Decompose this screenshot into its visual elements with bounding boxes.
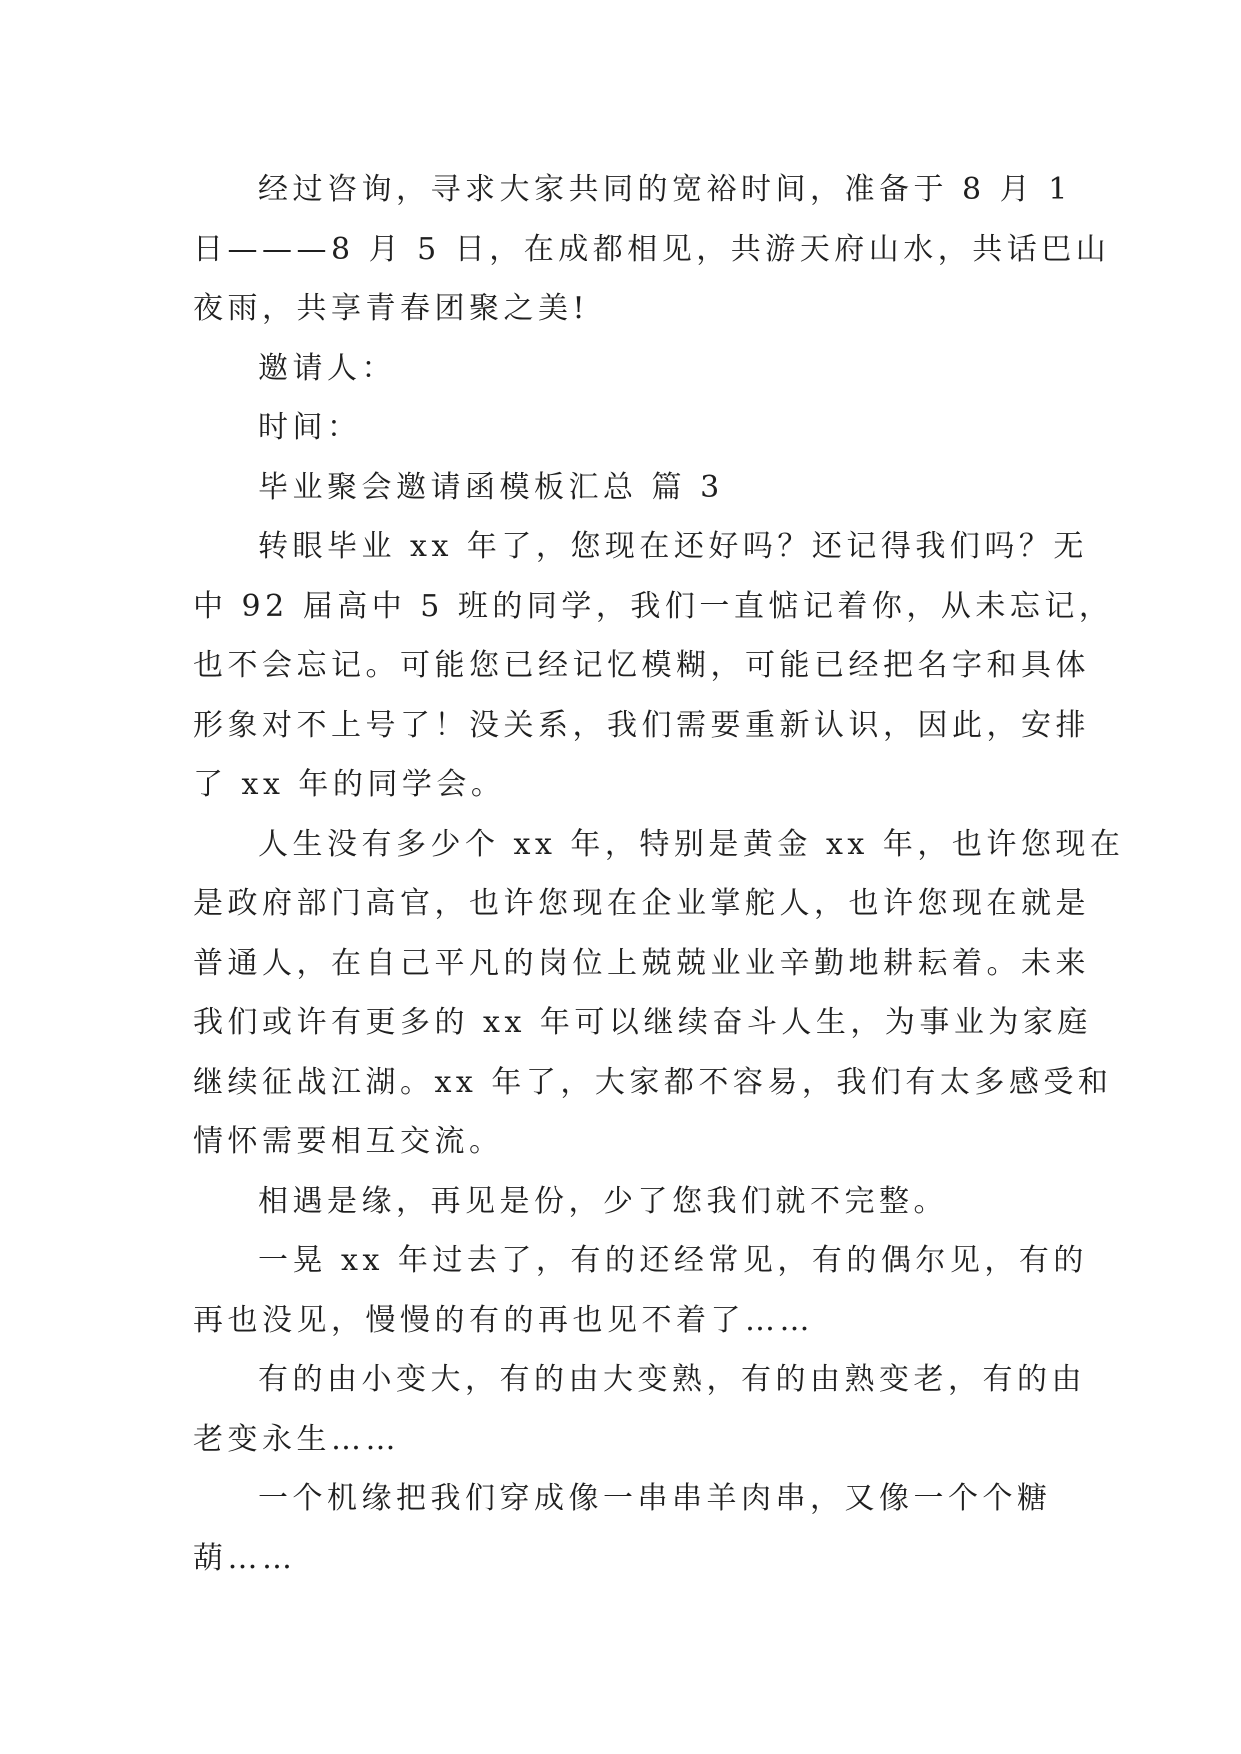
text-line: 我们或许有更多的 xx 年可以继续奋斗人生，为事业为家庭 (193, 1005, 1092, 1040)
text-line: 日———8 月 5 日，在成都相见，共游天府山水，共话巴山 (193, 231, 1111, 267)
text-line: 了 xx 年的同学会。 (193, 767, 506, 802)
paragraph-fate (193, 1172, 1053, 1232)
text-line: 是政府部门高官，也许您现在企业掌舵人，也许您现在就是 (193, 886, 1090, 921)
inviter-label: 邀请人： (258, 350, 396, 386)
text-line: 再也没见，慢慢的有的再也见不着了…… (193, 1302, 814, 1338)
text-line: 有的由小变大，有的由大变熟，有的由熟变老，有的由 (258, 1362, 1086, 1397)
paragraph-greeting (193, 517, 1114, 815)
paragraph-years-passed (193, 1231, 1088, 1350)
text-line: 形象对不上号了！没关系，我们需要重新认识，因此，安排 (193, 707, 1090, 743)
text-line: 相遇是缘，再见是份，少了您我们就不完整。 (258, 1183, 948, 1219)
section-heading: 毕业聚会邀请函模板汇总 篇 3 (258, 469, 724, 505)
text-line: 一个机缘把我们穿成像一串串羊肉串，又像一个个糖 (258, 1481, 1052, 1516)
text-line: 老变永生…… (193, 1421, 400, 1457)
text-line: 夜雨，共享青春团聚之美! (193, 291, 590, 326)
paragraph-schedule (193, 160, 1111, 339)
text-line: 继续征战江湖。xx 年了，大家都不容易，我们有太多感受和 (193, 1064, 1113, 1100)
text-line: 也不会忘记。可能您已经记忆模糊，可能已经把名字和具体 (193, 648, 1090, 683)
text-line: 情怀需要相互交流。 (193, 1124, 504, 1159)
text-line: 一晃 xx 年过去了，有的还经常见，有的偶尔见，有的 (258, 1243, 1088, 1278)
text-line: 人生没有多少个 xx 年，特别是黄金 xx 年，也许您现在 (258, 826, 1125, 862)
document-body (193, 160, 1125, 1588)
text-line: 普通人，在自己平凡的岗位上兢兢业业辛勤地耕耘着。未来 (193, 945, 1090, 981)
text-line: 经过咨询，寻求大家共同的宽裕时间，准备于 8 月 1 (258, 172, 1072, 207)
paragraph-bond (193, 1469, 1053, 1588)
text-line: 转眼毕业 xx 年了，您现在还好吗？还记得我们吗？无 (258, 529, 1088, 564)
text-line: 中 92 届高中 5 班的同学，我们一直惦记着你，从未忘记， (193, 588, 1114, 624)
paragraph-changes (193, 1350, 1086, 1469)
time-label: 时间： (258, 410, 362, 445)
paragraph-life (193, 815, 1125, 1172)
text-line: 葫…… (193, 1540, 297, 1576)
